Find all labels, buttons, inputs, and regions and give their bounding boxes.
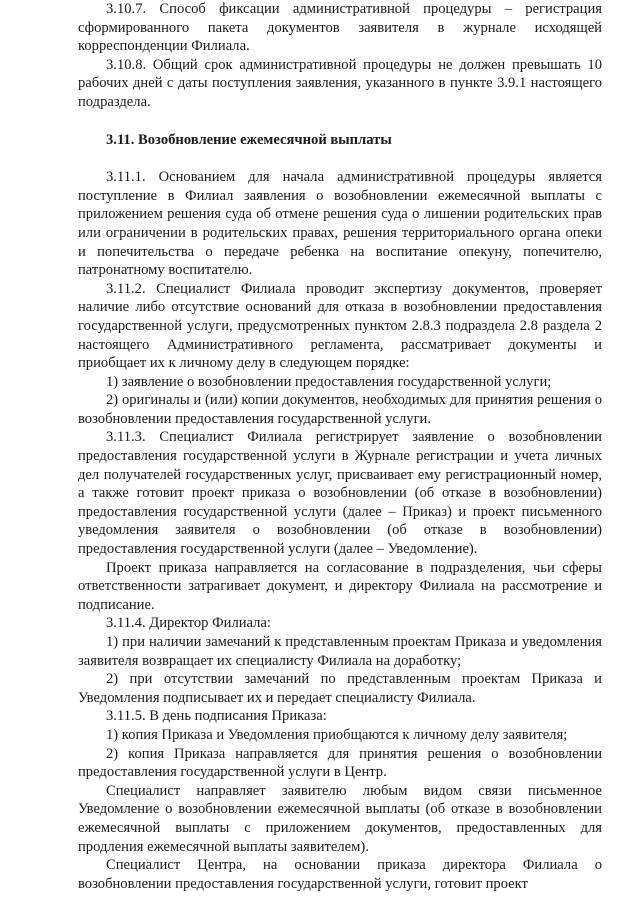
paragraph-3-11-4: 3.11.4. Директор Филиала: xyxy=(106,615,271,632)
list-item: 1) копия Приказа и Уведомления приобщаются к личному делу заявителя; xyxy=(106,726,568,743)
paragraph-3-11-1: 3.11.1. Основанием для начала административной процедуры является поступление в Филиал заявления о возобновлении ежемесячной выплаты с приложением решения суда об отмене решения суда о лишении родительских прав или ограничении в родительских правах, решения территориального органа опеки и попечительства о передаче ребенка на воспитание опекуну, попечителю, патронатному воспитателю. xyxy=(78,169,602,279)
paragraph-3-10-8: 3.10.8. Общий срок административной процедуры не должен превышать 10 рабочих дней с даты поступления заявления, указанного в пункте 3.9.1 настоящего подраздела. xyxy=(78,56,602,110)
paragraph-project: Проект приказа направляется на согласование в подразделения, чьи сферы ответственности затрагивает документ, и директору Филиала на рассмотрение и подписание. xyxy=(78,559,602,613)
list-item: 1) при наличии замечаний к представленным проектам Приказа и уведомления заявителя возвращает их специалисту Филиала на доработку; xyxy=(78,634,602,669)
list-item: 2) копия Приказа направляется для принятия решения о возобновлении предоставления государственной услуги в Центр. xyxy=(78,745,602,781)
list-item: 1) заявление о возобновлении предоставления государственной услуги; xyxy=(106,373,552,390)
list-item: 2) при отсутствии замечаний по представленным проектам Приказа и Уведомления подписывает их и передает специалисту Филиала. xyxy=(78,671,602,706)
paragraph-3-11-3: 3.11.3. Специалист Филиала регистрирует заявление о возобновлении предоставления государственной услуги в Журнале регистрации и учета личных дел получателей государственных услуг, присваивает ему регистрационный номер, а также готовит проект приказа о возобновлении (об отказе в возобновлении) предоставления государственной услуги (далее – Приказ) и проект письменного уведомления заявителя о возобновлении (об отказе в возобновлении) предоставления государственной услуги (далее – Уведомление). xyxy=(78,429,602,558)
document-page xyxy=(78,0,602,893)
paragraph-3-11-2: 3.11.2. Специалист Филиала проводит экспертизу документов, проверяет наличие либо отсутствие оснований для отказа в возобновлении предоставления государственной услуги, предусмотренных пунктом 2.8.3 подраздела 2.8 раздела 2 настоящего Административного регламента, рассматривает документы и приобщает их к личному делу в следующем порядке: xyxy=(78,280,602,372)
section-heading-3-11: 3.11. Возобновление ежемесячной выплаты xyxy=(106,131,392,148)
list-item: 2) оригиналы и (или) копии документов, необходимых для принятия решения о возобновлении предоставления государственной услуги. xyxy=(78,392,602,427)
paragraph-3-11-5: 3.11.5. В день подписания Приказа: xyxy=(106,708,327,725)
paragraph-3-10-7: 3.10.7. Способ фиксации административной процедуры – регистрация сформированного пакета документов заявителя в журнале исходящей корреспонденции Филиала. xyxy=(78,1,602,55)
paragraph-center: Специалист Центра, на основании приказа директора Филиала о возобновлении предоставления государственной услуги, готовит проект xyxy=(78,857,602,892)
paragraph-specialist: Специалист направляет заявителю любым видом связи письменное Уведомление о возобновлении ежемесячной выплаты (об отказе в возобновлении ежемесячной выплаты с приложением документов, предоставленных для продления ежемесячной выплаты заявителем). xyxy=(78,782,602,855)
